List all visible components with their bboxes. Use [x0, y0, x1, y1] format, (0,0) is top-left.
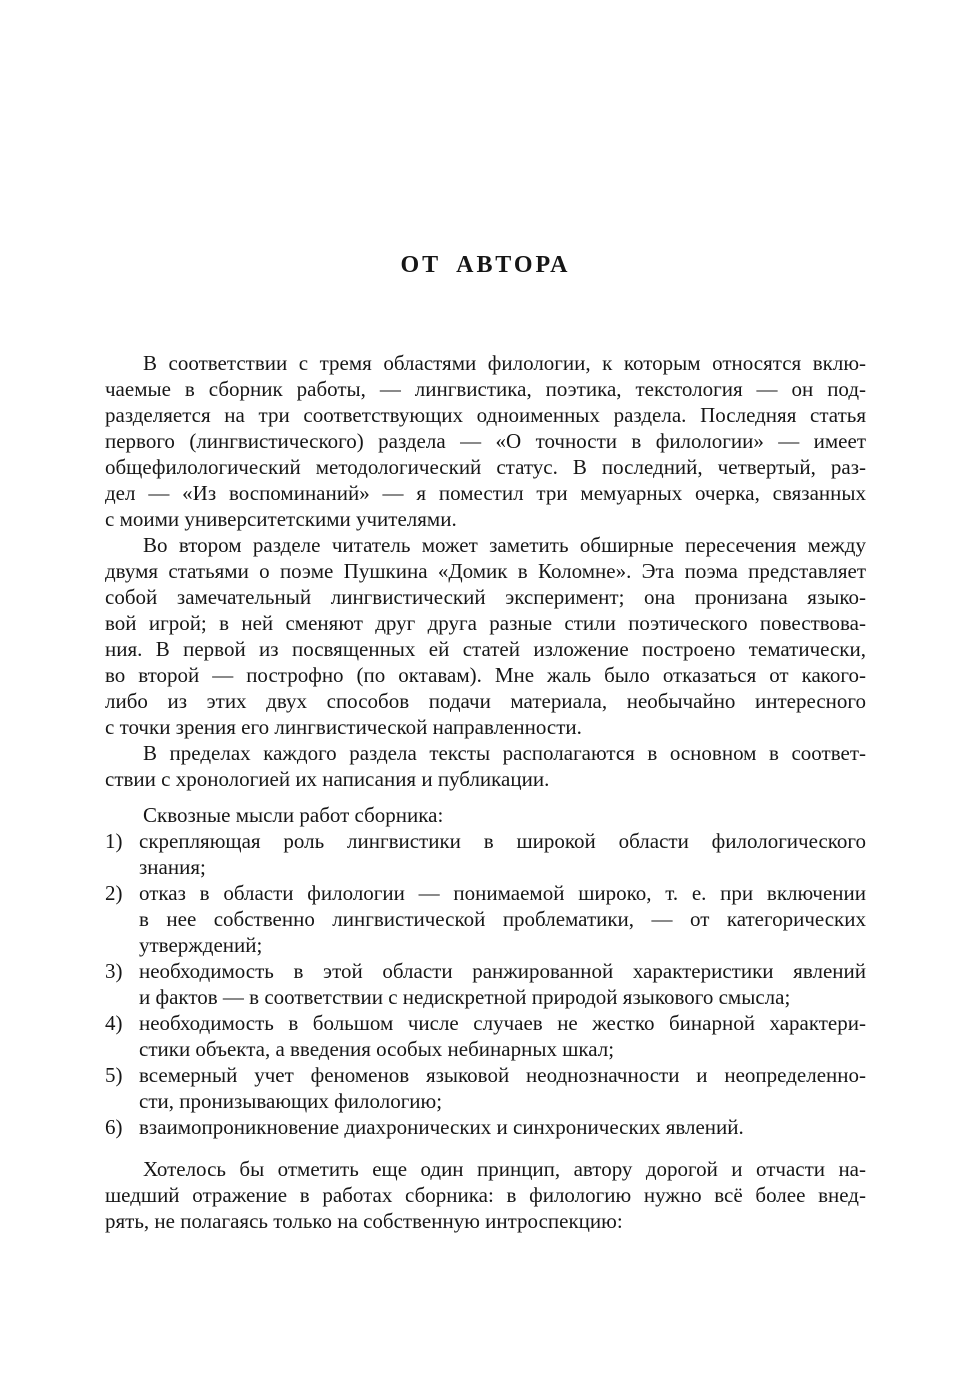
text-line: во второй — построфно (по октавам). Мне жаль было отказаться от какого-	[105, 663, 866, 687]
list-item	[105, 1114, 866, 1140]
paragraph	[105, 1156, 866, 1234]
text-block	[105, 250, 866, 1234]
text-line: ствии с хронологией их написания и публикации.	[105, 767, 550, 791]
text-line: сти, пронизывающих филологию;	[139, 1089, 443, 1113]
text-line: с точки зрения его лингвистической направленности.	[105, 715, 582, 739]
text-line: необходимость в большом числе случаев не жестко бинарной характери-	[139, 1011, 866, 1035]
list-item-body	[139, 1114, 866, 1140]
paragraph	[105, 350, 866, 532]
text-line: собой замечательный лингвистический эксперимент; она пронизана языко-	[105, 585, 866, 609]
text-line: с моими университетскими учителями.	[105, 507, 457, 531]
list-item-body	[139, 1062, 866, 1114]
text-line: чаемые в сборник работы, — лингвистика, поэтика, текстология — он под-	[105, 377, 866, 401]
list-item-number: 2)	[105, 881, 123, 905]
text-line: разделяется на три соответствующих одноименных раздела. Последняя статья	[105, 403, 866, 427]
list-item-number: 3)	[105, 959, 123, 983]
text-line: Во втором разделе читатель может заметить обширные пересечения между	[143, 533, 866, 557]
text-line: двумя статьями о поэме Пушкина «Домик в Коломне». Эта поэма представляет	[105, 559, 866, 583]
text-line: стики объекта, а введения особых небинарных шкал;	[139, 1037, 615, 1061]
text-line: либо из этих двух способов подачи материала, необычайно интересного	[105, 689, 866, 713]
list-item-body	[139, 1010, 866, 1062]
text-line: отказ в области филологии — понимаемой широко, т. е. при включении	[139, 881, 866, 905]
text-line: вой игрой; в ней сменяют друг друга разные стили поэтического повествова-	[105, 611, 866, 635]
numbered-list	[105, 828, 866, 1140]
text-line: взаимопроникновение диахронических и синхронических явлений.	[139, 1115, 744, 1139]
list-item	[105, 1062, 866, 1114]
paragraph	[105, 740, 866, 792]
list-item-number: 5)	[105, 1063, 123, 1087]
list-item-body	[139, 828, 866, 880]
text-line: ния. В первой из посвященных ей статей изложение построено тематически,	[105, 637, 866, 661]
list-item	[105, 1010, 866, 1062]
page-title: ОТ АВТОРА	[400, 252, 571, 278]
text-line: дел — «Из воспоминаний» — я поместил три мемуарных очерка, связанных	[105, 481, 866, 505]
text-line: утверждений;	[139, 933, 263, 957]
text-line: знания;	[139, 855, 206, 879]
list-item-body	[139, 880, 866, 958]
text-line: необходимость в этой области ранжированной характеристики явлений	[139, 959, 866, 983]
text-line: рять, не полагаясь только на собственную интроспекцию:	[105, 1209, 623, 1233]
text-line: всемерный учет феноменов языковой неоднозначности и неопределенно-	[139, 1063, 866, 1087]
text-line: в нее собственно лингвистической проблематики, — от категорических	[139, 907, 866, 931]
list-item	[105, 880, 866, 958]
list-intro: Сквозные мысли работ сборника:	[143, 803, 444, 827]
text-line: первого (лингвистического) раздела — «О точности в филологии» — имеет	[105, 429, 866, 453]
list-item-number: 1)	[105, 829, 123, 853]
list-item-number: 4)	[105, 1011, 123, 1035]
text-line: общефилологический методологический статус. В последний, четвертый, раз-	[105, 455, 866, 479]
text-line: В соответствии с тремя областями филологии, к которым относятся вклю-	[143, 351, 866, 375]
list-item-number: 6)	[105, 1115, 123, 1139]
list-item-body	[139, 958, 866, 1010]
text-line: Хотелось бы отметить еще один принцип, автору дорогой и отчасти на-	[143, 1157, 866, 1181]
text-line: В пределах каждого раздела тексты располагаются в основном в соответ-	[143, 741, 866, 765]
paragraph	[105, 532, 866, 740]
text-line: шедший отражение в работах сборника: в филологию нужно всё более внед-	[105, 1183, 866, 1207]
text-line: и фактов — в соответствии с недискретной природой языкового смысла;	[139, 985, 791, 1009]
list-item	[105, 958, 866, 1010]
text-line: скрепляющая роль лингвистики в широкой области филологического	[139, 829, 866, 853]
list-item	[105, 828, 866, 880]
